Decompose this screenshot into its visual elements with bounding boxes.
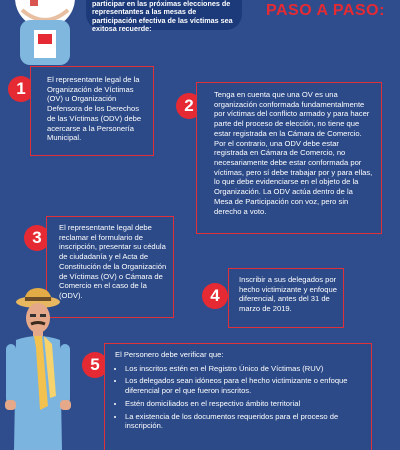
step-2-number: 2 [176, 93, 202, 119]
header-intro [86, 0, 242, 33]
header-intro-text: participar en las próximas elecciones de representantes a las mesas de participación efectiva de las víctimas sea exitosa recuerde: [92, 0, 233, 33]
verification-item: • Los inscritos estén en el Registro Único de Víctimas (RUV) [125, 364, 363, 374]
step-2-box [196, 82, 382, 234]
step-4-text: Inscribir a sus delegados por hecho victimizante y enfoque diferencial, antes del 31 de marzo de 2019. [239, 275, 337, 314]
step-5-box [104, 343, 372, 450]
person-illustration-top [0, 0, 85, 70]
verification-item: • La existencia de los documentos requeridos para el proceso de inscripción. [125, 412, 363, 431]
step-3-number: 3 [24, 225, 50, 251]
step-5-number: 5 [82, 352, 108, 378]
verification-item: • Los delegados sean idóneos para el hecho victimizante o enfoque diferencial por el que fueron inscritos. [125, 376, 363, 395]
step-5-text: El Personero debe verificar que: [115, 350, 224, 359]
verification-list [115, 364, 363, 431]
step-1-text: El representante legal de la Organización de Víctimas (OV) u Organización Defensora de los Derechos de las Víctimas (ODV) debe acercarse a la Personería Municipal. [47, 75, 142, 143]
step-4-box [228, 268, 344, 328]
verification-item: • Estén domiciliados en el respectivo ámbito territorial [125, 399, 363, 409]
step-4-number: 4 [202, 283, 228, 309]
step-1-box [30, 66, 154, 156]
step-1-number: 1 [8, 76, 34, 102]
person-illustration-hat [0, 288, 80, 450]
step-3-text: El representante legal debe reclamar el formulario de inscripción, presentar su cédula de ciudadanía y el Acta de Constitución de la Organización de Víctimas (OV) o Cámara de Comercio en el caso de la (ODV). [59, 223, 167, 301]
step-2-text: Tenga en cuenta que una OV es una organización conformada fundamentalmente por víctimas del conflicto armado y para hacer parte del proceso de elección, no tiene que estar registrada en la Cámara de Comercio. Por el contrario, una ODV debe estar registrada en Cámara de Comercio, no necesariamente debe estar conformada por víctimas, pero sí debe trabajar por y para ellas, lo que debe evidenciarse en el objeto de la Organización. La ODV actúa dentro de la Mesa de Participación con voz, pero sin derecho a voto. [214, 90, 373, 216]
page-title: PASO A PASO: [266, 2, 385, 19]
